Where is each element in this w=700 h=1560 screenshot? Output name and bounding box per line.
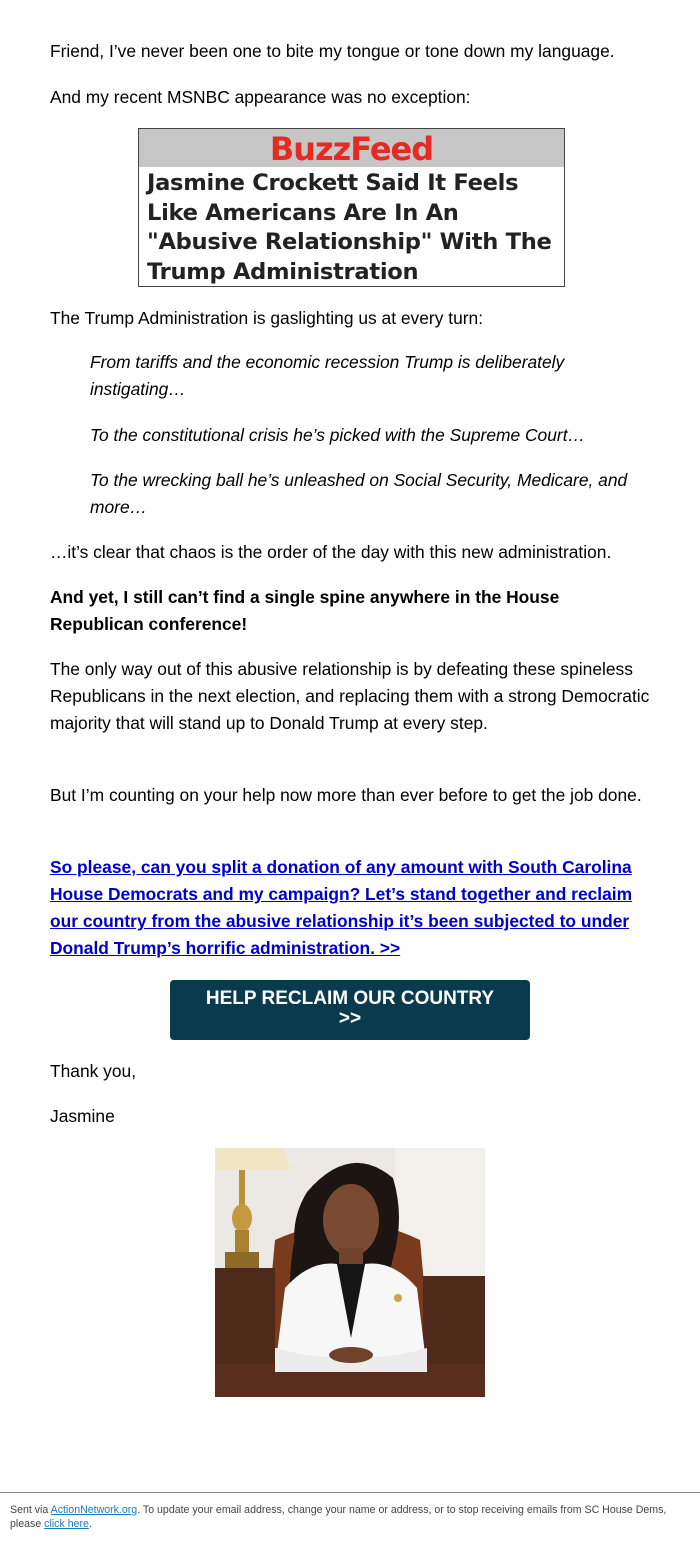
actionnetwork-link[interactable]: ActionNetwork.org	[50, 1504, 138, 1516]
footer-prefix: Sent via	[10, 1504, 51, 1516]
help-reclaim-button[interactable]	[170, 980, 530, 1040]
intro-paragraph: Friend, I’ve never been one to bite my tongue or tone down my language.	[50, 41, 615, 61]
footer	[10, 1503, 680, 1531]
donate-link[interactable]: So please, can you split a donation of any amount with South Carolina House Democrats and my campaign? Let’s stand together and reclaim our country from the abusive relationship it’s been subjected to under Donald Trump’s horrific administration. >>	[50, 857, 633, 958]
buzzfeed-headline-image	[138, 128, 565, 287]
jasmine-crockett-photo	[215, 1148, 485, 1397]
footer-suffix: .	[88, 1518, 92, 1530]
spine-paragraph: And yet, I still can’t find a single spine anywhere in the House Republican conference!	[50, 587, 560, 634]
abusive-relationship-paragraph: The only way out of this abusive relationship is by defeating these spineless Republicans in the next election, and replacing them with a strong Democratic majority that will stand up to Donald Trump at every step.	[50, 659, 650, 733]
quote-supreme-court: To the constitutional crisis he’s picked with the Supreme Court…	[90, 425, 585, 445]
footer-middle: . To update your email address, change your name or address, or to stop receiving emails from SC House Dems, please	[10, 1504, 667, 1530]
chaos-paragraph: …it’s clear that chaos is the order of the day with this new administration.	[50, 542, 612, 562]
buzzfeed-headline-text: Jasmine Crockett Said It Feels Like Americans Are In An "Abusive Relationship" With The Trump Administration	[147, 170, 552, 285]
cta-label: HELP RECLAIM OUR COUNTRY	[205, 988, 495, 1009]
footer-divider	[0, 1492, 700, 1493]
gaslighting-paragraph: The Trump Administration is gaslighting us at every turn:	[50, 308, 484, 328]
quote-tariffs: From tariffs and the economic recession Trump is deliberately instigating…	[90, 352, 565, 399]
quote-social-security: To the wrecking ball he’s unleashed on Social Security, Medicare, and more…	[90, 470, 628, 517]
cta-arrows: >>	[338, 1008, 362, 1029]
signature: Jasmine	[50, 1106, 115, 1126]
signoff: Thank you,	[50, 1061, 137, 1081]
counting-paragraph: But I’m counting on your help now more than ever before to get the job done.	[50, 785, 642, 805]
donate-paragraph	[50, 854, 650, 962]
buzzfeed-logo: BuzzFeed	[139, 129, 564, 167]
unsubscribe-link[interactable]: click here	[44, 1518, 89, 1530]
msnbc-paragraph: And my recent MSNBC appearance was no exception:	[50, 87, 471, 107]
